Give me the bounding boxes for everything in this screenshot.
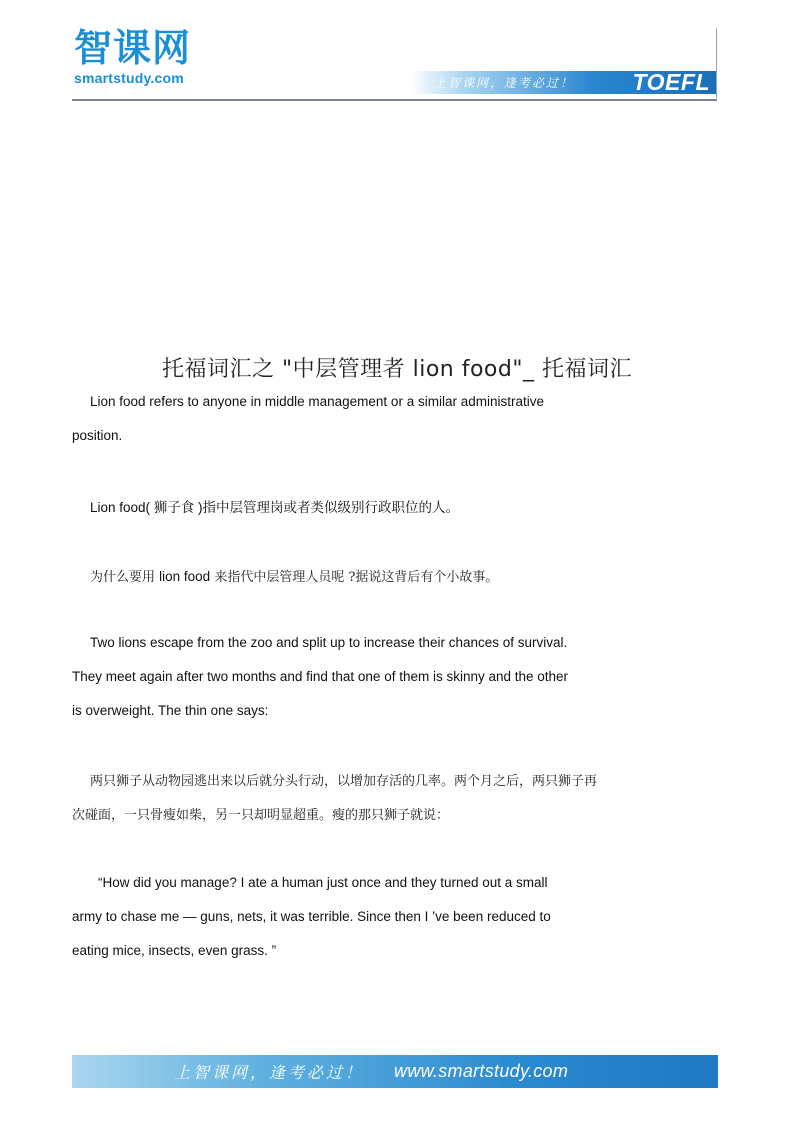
footer-slogan: 上智课网，逢考必过！ — [174, 1063, 365, 1082]
logo — [74, 28, 224, 86]
term-lion-food: lion food — [159, 569, 211, 584]
header-divider — [716, 28, 717, 98]
footer-banner — [72, 1055, 718, 1088]
paragraph-line: 两只狮子从动物园逃出来以后就分头行动，以增加存活的几率。两个月之后，两只狮子再 — [90, 774, 598, 789]
paragraph-line: eating mice, insects, even grass. ” — [72, 943, 277, 958]
paragraph-line — [72, 566, 498, 585]
logo-url: smartstudy.com — [74, 70, 184, 86]
page-title: 托福词汇之 "中层管理者 lion food"_ 托福词汇 — [162, 357, 632, 382]
paragraph-line: 次碰面，一只骨瘦如柴，另一只却明显超重。瘦的那只狮子就说： — [72, 808, 450, 823]
paragraph-line: Lion food refers to anyone in middle management or a similar administrative — [90, 394, 544, 409]
exam-label: TOEFL — [632, 69, 710, 95]
paragraph-line: position. — [72, 428, 123, 443]
header-banner — [410, 71, 716, 94]
paragraph-line: “How did you manage? I ate a human just once and they turned out a small — [98, 875, 548, 890]
paragraph-line: Two lions escape from the zoo and split up to increase their chances of survival. — [90, 635, 568, 650]
paragraph-text: 为什么要用 — [90, 570, 160, 585]
header-slogan: 上智课网，逢考必过！ — [434, 76, 575, 90]
footer-url: www.smartstudy.com — [394, 1061, 569, 1081]
paragraph-line: Lion food( 狮子食 )指中层管理岗或者类似级别行政职位的人。 — [90, 500, 460, 515]
logo-wordmark: 智课网 — [74, 26, 192, 70]
paragraph-line: is overweight. The thin one says: — [72, 703, 269, 718]
paragraph-text: 来指代中层管理人员呢 ?据说这背后有个小故事。 — [210, 570, 499, 585]
header-rule — [72, 99, 717, 101]
paragraph-line: army to chase me — guns, nets, it was terrible. Since then I ’ve been reduced to — [72, 909, 551, 924]
paragraph-line: They meet again after two months and find that one of them is skinny and the other — [72, 669, 569, 684]
